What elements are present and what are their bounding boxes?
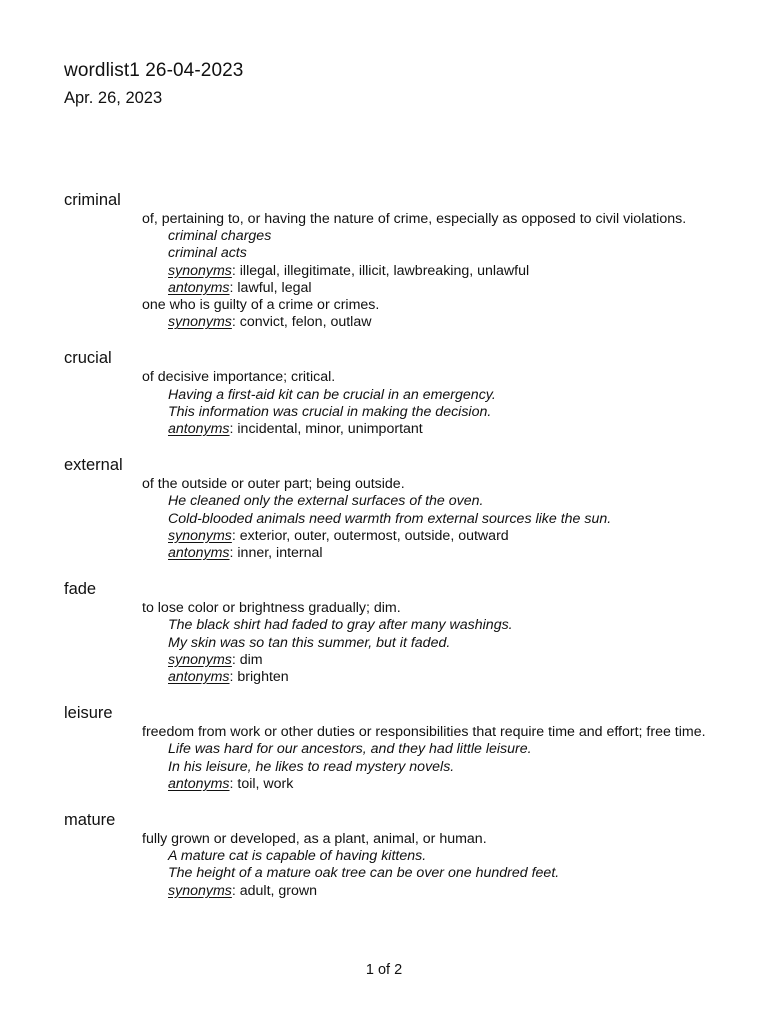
- example-sentence: criminal acts: [168, 245, 247, 262]
- word-entry-list: [64, 189, 724, 916]
- entry-headword: crucial: [64, 349, 112, 368]
- sense-list: [142, 211, 724, 331]
- antonyms-value: incidental, minor, unimportant: [237, 421, 423, 438]
- sense-definition: fully grown or developed, as a plant, animal, or human.: [142, 831, 487, 848]
- word-entry: [64, 578, 724, 686]
- entry-headword: fade: [64, 580, 97, 599]
- sense-list: [142, 724, 724, 793]
- sense-definition: of decisive importance; critical.: [142, 369, 336, 386]
- synonyms-label: synonyms: [168, 882, 232, 899]
- synonyms-value: illegal, illegitimate, illicit, lawbreaking, unlawful: [239, 262, 530, 279]
- antonyms-label: antonyms: [168, 775, 230, 792]
- example-sentence: This information was crucial in making the decision.: [168, 403, 492, 420]
- sense-definition: of the outside or outer part; being outside.: [142, 476, 405, 493]
- synonyms-line: synonyms: dim: [168, 651, 263, 668]
- synonyms-line: synonyms: adult, grown: [168, 882, 318, 899]
- example-sentence: He cleaned only the external surfaces of the oven.: [168, 493, 484, 510]
- antonyms-value: inner, internal: [237, 545, 323, 562]
- synonyms-value: dim: [239, 651, 263, 668]
- example-sentence: The height of a mature oak tree can be over one hundred feet.: [168, 865, 560, 882]
- sense-definition: freedom from work or other duties or responsibilities that require time and effort; free time.: [142, 724, 706, 741]
- antonyms-value: lawful, legal: [237, 279, 312, 296]
- document-date: Apr. 26, 2023: [64, 89, 163, 107]
- word-entry: [64, 347, 724, 438]
- entry-headword: external: [64, 456, 123, 475]
- sense-definition: to lose color or brightness gradually; dim.: [142, 600, 401, 617]
- antonyms-label: antonyms: [168, 279, 230, 296]
- antonyms-label: antonyms: [168, 545, 230, 562]
- synonyms-line: synonyms: exterior, outer, outermost, outside, outward: [168, 527, 509, 544]
- antonyms-label: antonyms: [168, 421, 230, 438]
- synonyms-label: synonyms: [168, 314, 232, 331]
- entry-headword: leisure: [64, 704, 113, 723]
- antonyms-label: antonyms: [168, 669, 230, 686]
- sense-list: [142, 600, 724, 686]
- antonyms-line: antonyms: brighten: [168, 669, 289, 686]
- example-sentence: criminal charges: [168, 228, 272, 245]
- synonyms-value: convict, felon, outlaw: [239, 314, 372, 331]
- antonyms-line: antonyms: toil, work: [168, 775, 294, 792]
- synonyms-label: synonyms: [168, 527, 232, 544]
- synonyms-line: synonyms: convict, felon, outlaw: [168, 314, 372, 331]
- synonyms-value: adult, grown: [239, 882, 318, 899]
- sense-definition: one who is guilty of a crime or crimes.: [142, 297, 380, 314]
- example-sentence: In his leisure, he likes to read mystery novels.: [168, 758, 455, 775]
- antonyms-line: antonyms: inner, internal: [168, 545, 323, 562]
- example-sentence: My skin was so tan this summer, but it faded.: [168, 634, 451, 651]
- synonyms-label: synonyms: [168, 651, 232, 668]
- example-sentence: Cold-blooded animals need warmth from external sources like the sun.: [168, 510, 612, 527]
- synonyms-value: exterior, outer, outermost, outside, outward: [239, 527, 509, 544]
- antonyms-value: brighten: [237, 669, 289, 686]
- sense-list: [142, 831, 724, 900]
- word-entry: [64, 702, 724, 793]
- document-title: wordlist1 26-04-2023: [64, 60, 244, 81]
- example-sentence: The black shirt had faded to gray after many washings.: [168, 617, 513, 634]
- antonyms-line: antonyms: incidental, minor, unimportant: [168, 421, 423, 438]
- antonyms-value: toil, work: [237, 775, 294, 792]
- entry-headword: criminal: [64, 191, 121, 209]
- word-entry: [64, 809, 724, 900]
- synonyms-label: synonyms: [168, 262, 232, 279]
- example-sentence: A mature cat is capable of having kittens.: [168, 848, 427, 865]
- example-sentence: Having a first-aid kit can be crucial in an emergency.: [168, 386, 496, 403]
- sense-list: [142, 369, 724, 438]
- example-sentence: Life was hard for our ancestors, and they had little leisure.: [168, 741, 532, 758]
- sense-list: [142, 476, 724, 562]
- synonyms-line: synonyms: illegal, illegitimate, illicit, lawbreaking, unlawful: [168, 262, 530, 279]
- word-entry: [64, 454, 724, 562]
- sense-definition: of, pertaining to, or having the nature of crime, especially as opposed to civil violations.: [142, 211, 687, 227]
- entry-headword: mature: [64, 811, 116, 830]
- page-indicator: 1 of 2: [365, 962, 403, 978]
- antonyms-line: antonyms: lawful, legal: [168, 279, 312, 296]
- word-entry: [64, 189, 724, 331]
